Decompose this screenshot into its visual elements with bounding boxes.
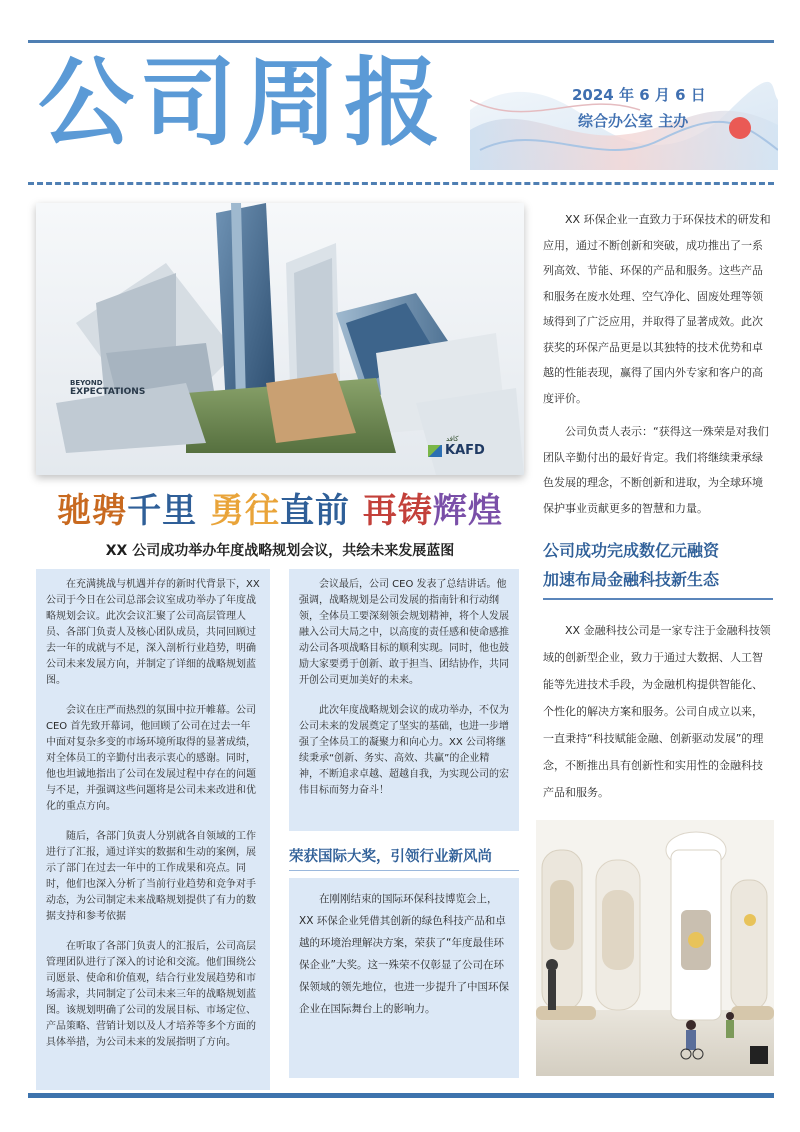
award-title-underline (289, 870, 519, 871)
env-article (543, 207, 773, 521)
finance-title-line2: 加速布局金融科技新生态 (543, 570, 720, 589)
kafd-logo-text: KAFD (445, 443, 485, 458)
header-dashed-divider (28, 182, 774, 185)
slogan-part2: 千里 (127, 491, 198, 531)
hero-badge (70, 379, 145, 397)
top-rule (28, 40, 774, 43)
lead-paragraph: 此次年度战略规划会议的成功举办，不仅为公司未来的发展奠定了坚实的基础，也进一步增强了全体员工的凝聚力和向心力。XX 公司将继续秉承“创新、务实、高效、共赢”的企业精神，不断追求卓越、超越自我，为实现公司的宏伟目标而努力奋斗！ (299, 705, 509, 796)
hero-image-city (36, 203, 524, 475)
lead-paragraph: 在听取了各部门负责人的汇报后，公司高层管理团队进行了深入的讨论和交流。他们围绕公司愿景、使命和价值观，结合行业发展趋势和市场需求，共同制定了公司未来三年的战略规划蓝图。该规划明确了公司的发展目标、市场定位、产品策略、营销计划以及人才培养等多个方面的具体举措，为公司未来的发展指明了方向。 (46, 941, 256, 1048)
slogan-part4: 直前 (280, 491, 350, 531)
lead-paragraph: 会议最后，公司 CEO 发表了总结讲话。他强调，战略规划是公司发展的指南针和行动纲领，全体员工要深刻领会规划精神，将个人发展融入公司大局之中，以高度的责任感和使命感推动公司各项战略目标的顺利实现。同时，他也鼓励大家要勇于创新、敢于担当、团结协作，共同开创公司更加美好的未来。 (299, 579, 509, 686)
hero-badge-line2: EXPECTATIONS (70, 387, 146, 397)
finance-article-title (543, 536, 775, 594)
award-article-title: 荣获国际大奖，引领行业新风尚 (289, 849, 492, 865)
finance-article (543, 617, 773, 806)
env-paragraph: 公司负责人表示：“获得这一殊荣是对我们团队辛勤付出的最好肯定。我们将继续秉承绿色发展的理念，不断创新和进取，为全球环境保护事业贡献更多的智慧和力量。 (543, 425, 769, 515)
finance-title-underline (543, 598, 773, 600)
slogan-part5: 再铸 (362, 491, 433, 531)
finance-article-body: XX 金融科技公司是一家专注于金融科技领域的创新型企业，致力于通过大数据、人工智能等先进技术手段，为金融机构提供智能化、个性化的解决方案和服务。公司自成立以来，一直秉持“科技赋能金融、创新驱动发展”的理念，不断推出具有创新性和实用性的金融科技产品和服务。 (543, 624, 771, 799)
lead-paragraph: 在充满挑战与机遇并存的新时代背景下，XX 公司于今日在公司总部会议室成功举办了年度战略规划会议。此次会议汇聚了公司高层管理人员、各部门负责人及核心团队成员，共同回顾过去一年的成就与不足，深入剖析行业趋势，明确公司未来发展方向，并制定了详细的战略规划蓝图。 (46, 579, 260, 686)
interior-photo (536, 820, 774, 1076)
kafd-logo-mark-icon (428, 445, 442, 457)
interior-illustration (536, 820, 774, 1076)
award-article-body-box (289, 878, 519, 1078)
env-paragraph: XX 环保企业一直致力于环保技术的研发和应用，通过不断创新和突破，成功推出了一系列高效、节能、环保的产品和服务。这些产品和服务在废水处理、空气净化、固废处理等领域得到了广泛应用，并取得了显著成效。此次获奖的环保产品更是以其独特的技术优势和卓越的性能表现，赢得了国内外专家和客户的高度评价。 (543, 213, 771, 405)
lead-article-column-2 (289, 569, 519, 831)
kafd-logo (428, 435, 508, 461)
lead-article-column-1 (36, 569, 270, 1090)
slogan-part6: 辉煌 (432, 491, 503, 531)
issue-date: 2024 年 6 月 6 日 (572, 86, 706, 104)
lead-article-subhead: XX 公司成功举办年度战略规划会议，共绘未来发展蓝图 (105, 543, 455, 559)
slogan-part3: 勇往 (210, 491, 280, 531)
finance-title-line1: 公司成功完成数亿元融资 (543, 541, 720, 560)
slogan-part1: 驰骋 (57, 491, 128, 531)
lead-paragraph: 会议在庄严而热烈的氛围中拉开帷幕。公司 CEO 首先致开幕词，他回顾了公司在过去一年中面对复杂多变的市场环境所取得的显著成绩，对全体员工的辛勤付出表示衷心的感谢。同时，他也坦诚地指出了公司在发展过程中存在的问题与不足，并强调这些问题将是公司未来改进和优化的重点方向。 (46, 705, 256, 812)
kafd-logo-arabic: كافد (446, 435, 459, 443)
hero-badge-line1: BEYOND (70, 379, 103, 387)
issue-organizer: 综合办公室 主办 (578, 112, 689, 130)
masthead-title: 公司周报 (38, 47, 446, 159)
lead-paragraph: 随后，各部门负责人分别就各自领域的工作进行了汇报，通过详实的数据和生动的案例，展示了部门在过去一年中的工作成果和亮点。同时，他们也深入分析了当前行业趋势和竞争对手动态，为公司制定未来战略规划提供了有力的数据支持和参考依据 (46, 831, 256, 922)
bottom-rule (28, 1093, 774, 1098)
slogan-headline (36, 489, 524, 533)
award-article-body: 在刚刚结束的国际环保科技博览会上，XX 环保企业凭借其创新的绿色科技产品和卓越的环境治理解决方案，荣获了“年度最佳环保企业”大奖。这一殊荣不仅彰显了公司在环保领域的领先地位，也进一步提升了中国环保企业在国际舞台上的影响力。 (299, 893, 509, 1015)
